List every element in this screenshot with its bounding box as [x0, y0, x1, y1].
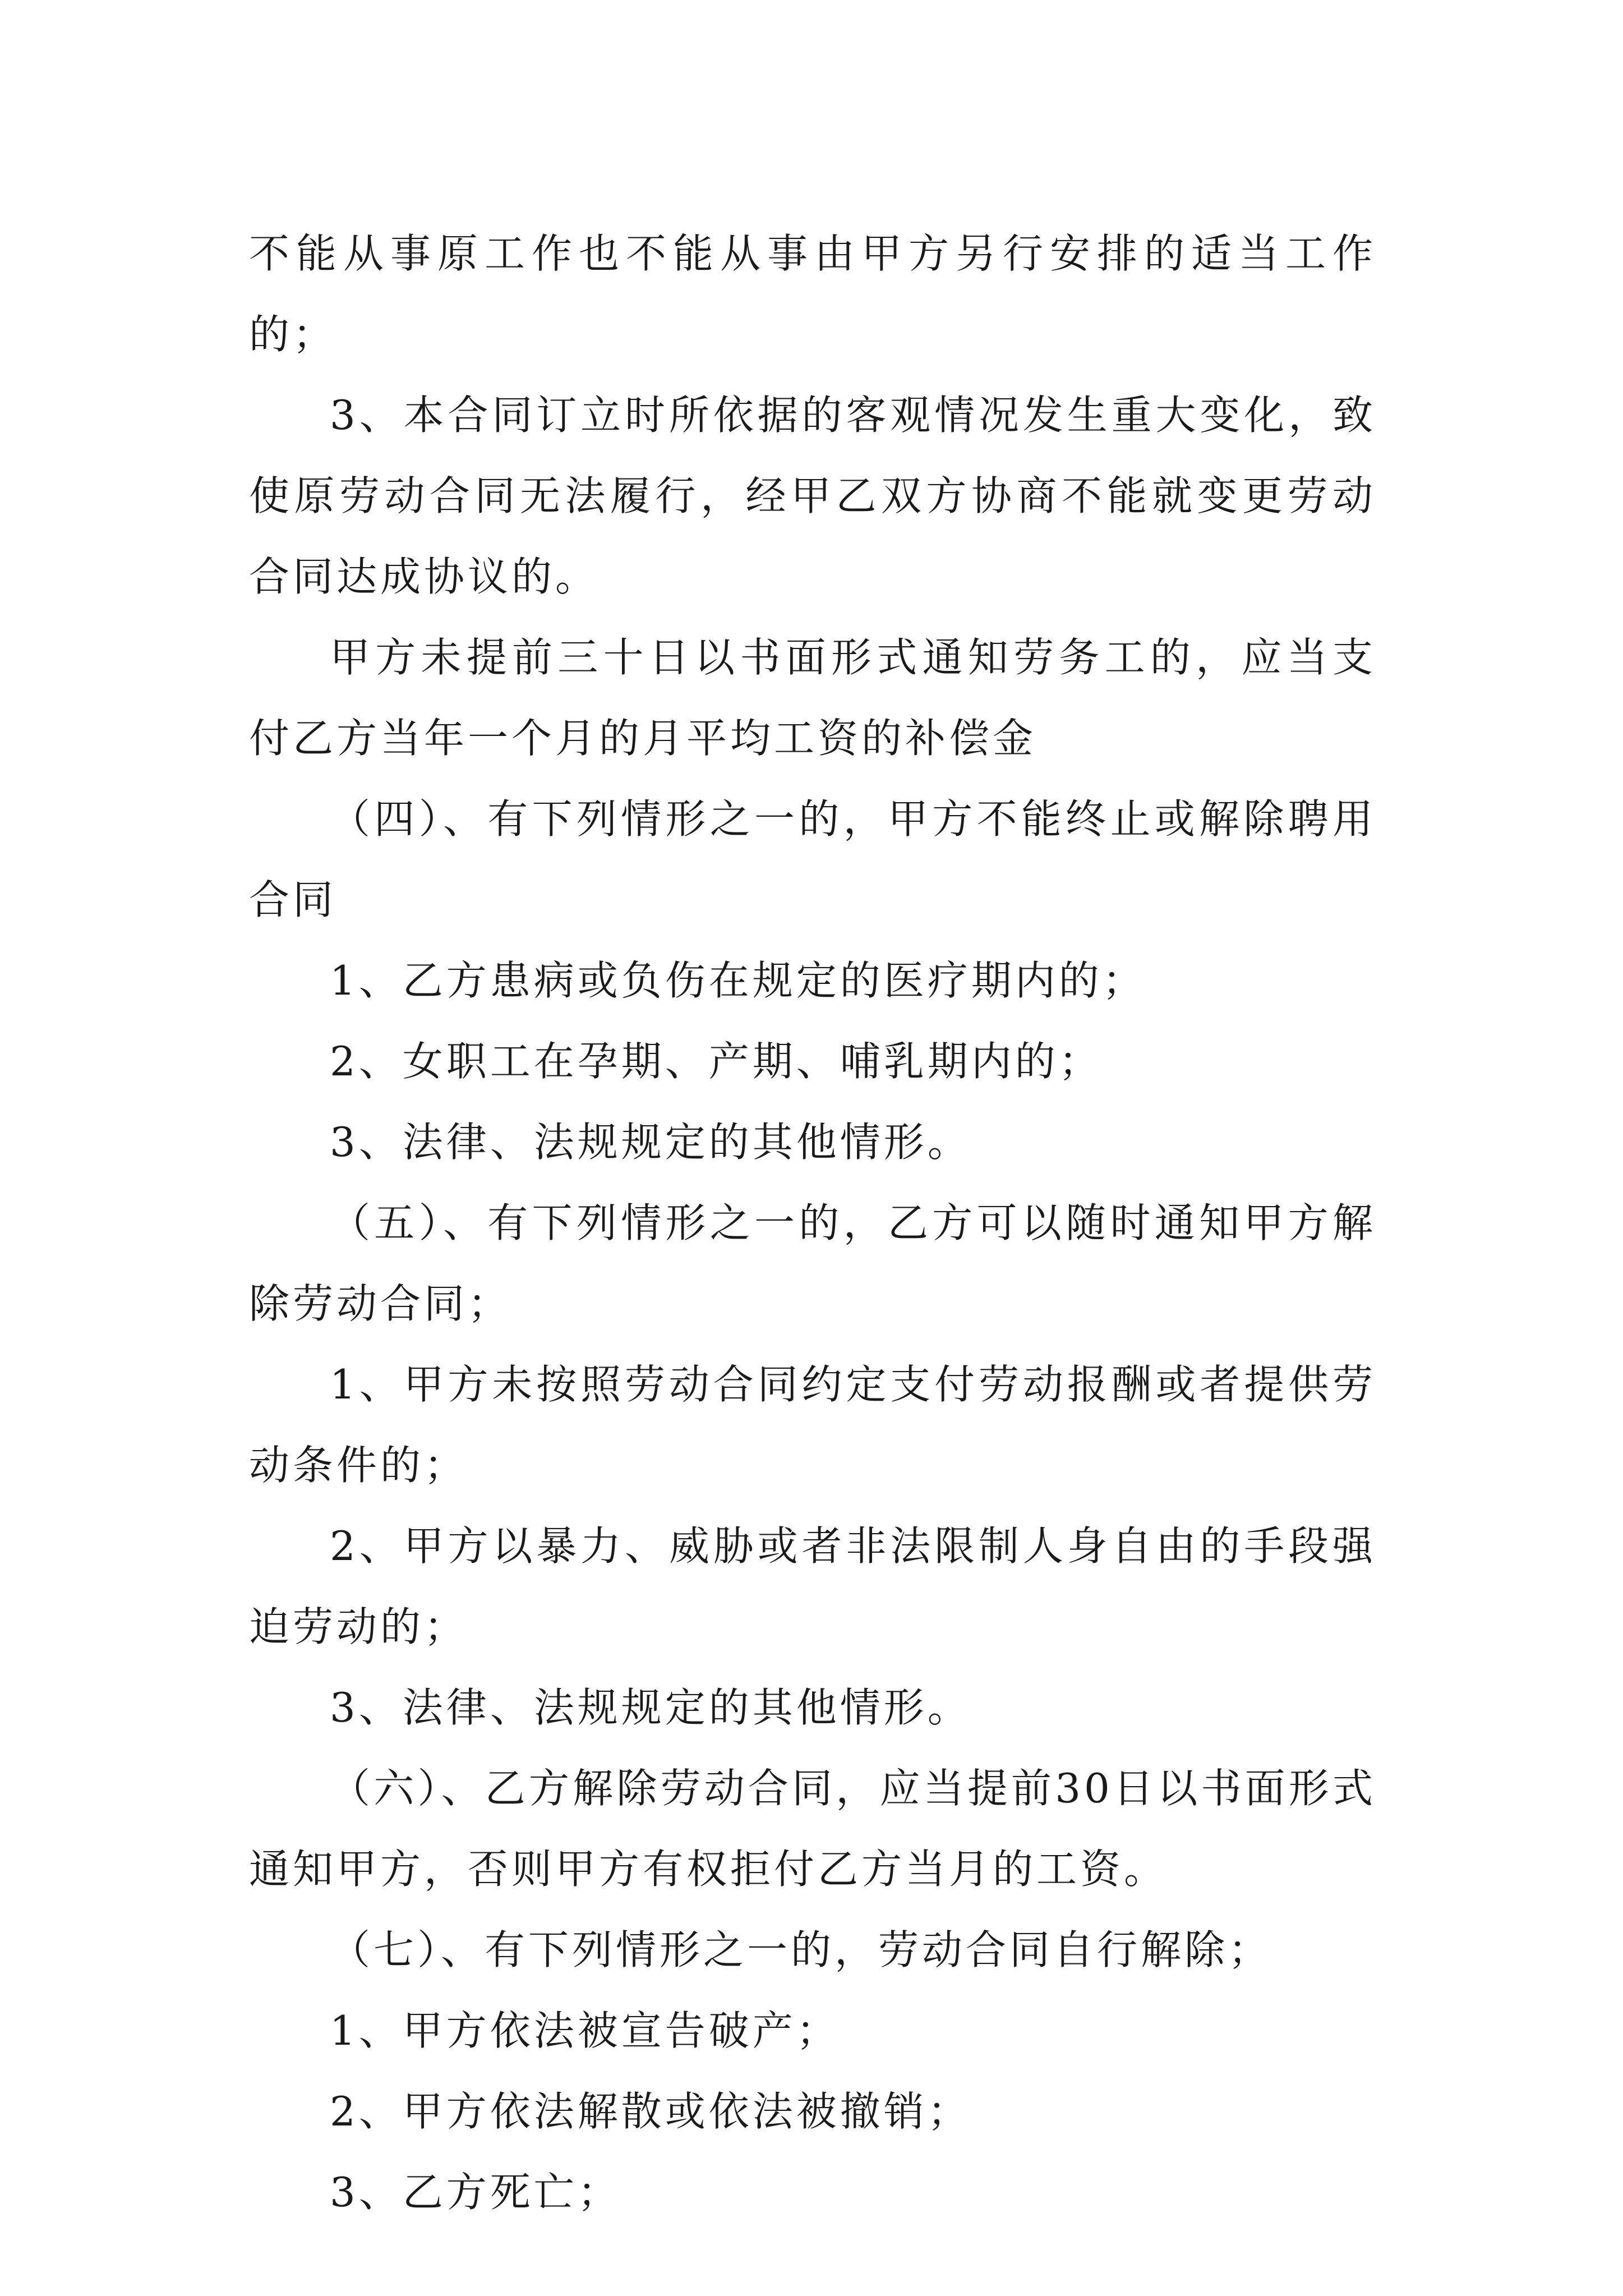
section-heading-7: （七）、有下列情形之一的，劳动合同自行解除；: [330, 1926, 1272, 1973]
document-body: [249, 213, 1376, 2233]
section-heading-6: （六）、乙方解除劳动合同，应当提前30日以书面形式通知甲方，否则甲方有权拒付乙方当月的工资。: [249, 1765, 1376, 1893]
list-item-4-1: 1、乙方患病或负伤在规定的医疗期内的；: [330, 957, 1146, 1004]
paragraph-continuation: 不能从事原工作也不能从事由甲方另行安排的适当工作的；: [249, 230, 1376, 358]
list-item-7-2: 2、甲方依法解散或依法被撤销；: [330, 2088, 971, 2135]
section-heading-5: （五）、有下列情形之一的，乙方可以随时通知甲方解除劳动合同；: [249, 1199, 1376, 1327]
list-item-5-2: 2、甲方以暴力、威胁或者非法限制人身自由的手段强迫劳动的；: [249, 1522, 1376, 1650]
list-item-5-1: 1、甲方未按照劳动合同约定支付劳动报酬或者提供劳动条件的；: [249, 1361, 1376, 1489]
paragraph-compensation: 甲方未提前三十日以书面形式通知劳务工的，应当支付乙方当年一个月的月平均工资的补偿金: [249, 634, 1376, 762]
list-item-5-3: 3、法律、法规规定的其他情形。: [330, 1684, 971, 1731]
list-item-7-3: 3、乙方死亡；: [330, 2169, 621, 2216]
clause-item-3-objective-change: 3、本合同订立时所依据的客观情况发生重大变化，致使原劳动合同无法履行，经甲乙双方协商不能就变更劳动合同达成协议的。: [249, 392, 1376, 600]
section-heading-4: （四）、有下列情形之一的，甲方不能终止或解除聘用合同: [249, 795, 1376, 923]
list-item-7-1: 1、甲方依法被宣告破产；: [330, 2007, 840, 2054]
list-item-4-2: 2、女职工在孕期、产期、哺乳期内的；: [330, 1038, 1103, 1085]
list-item-4-3: 3、法律、法规规定的其他情形。: [330, 1119, 971, 1166]
